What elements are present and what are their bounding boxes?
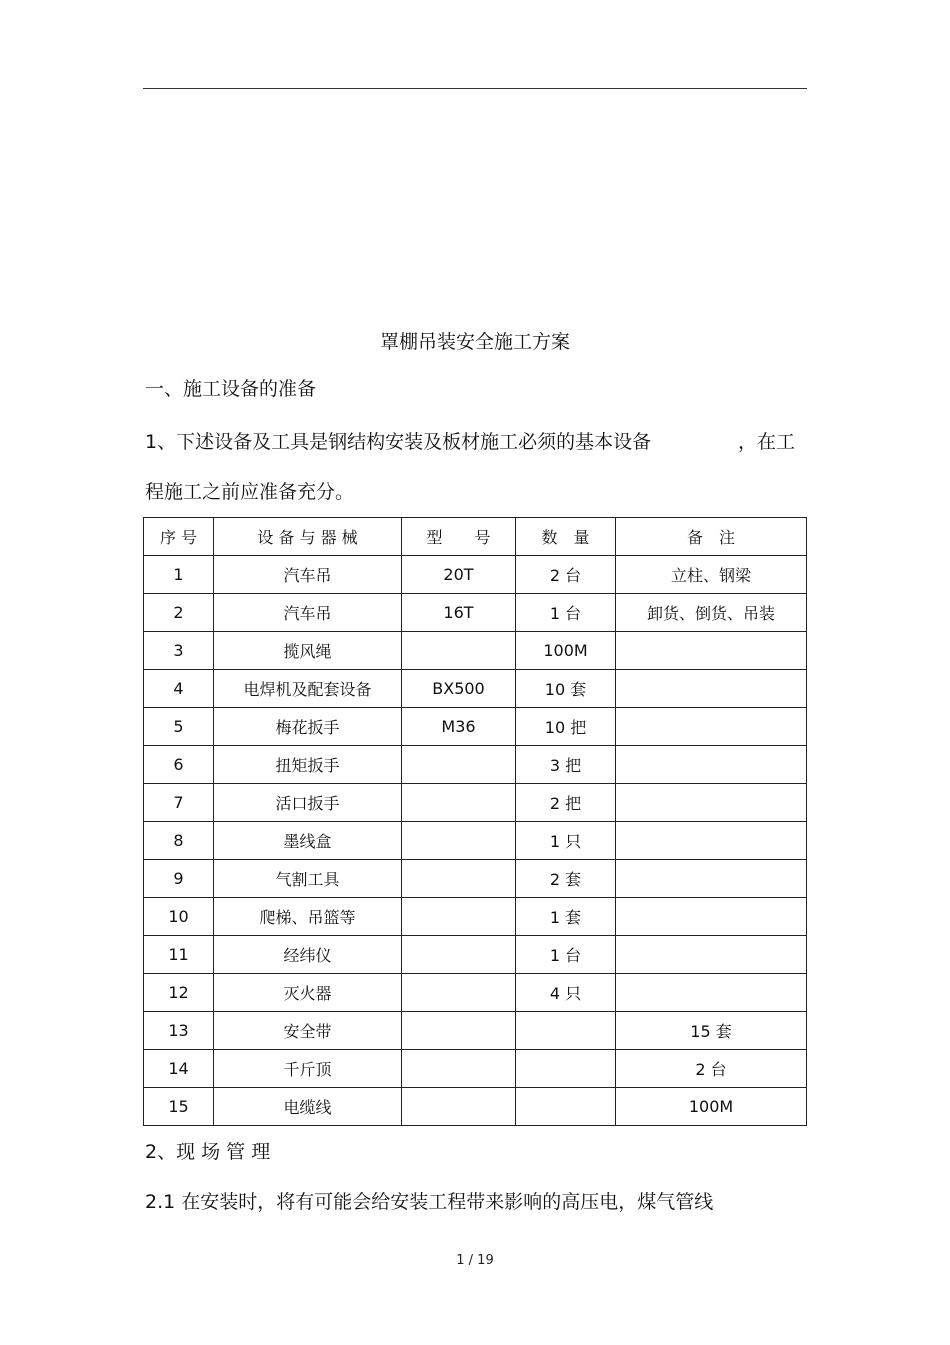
cell-model [402,746,516,784]
table-row [144,898,807,936]
table-row [144,974,807,1012]
cell-remarks [616,936,807,974]
cell-equipment: 气割工具 [214,860,402,898]
cell-quantity [516,1088,616,1126]
table-row [144,860,807,898]
cell-quantity: 2 把 [516,784,616,822]
cell-remarks: 卸货、倒货、吊装 [616,594,807,632]
cell-remarks [616,974,807,1012]
header-remarks: 备 注 [616,518,807,556]
cell-quantity: 1 只 [516,822,616,860]
table-row [144,670,807,708]
cell-quantity: 4 只 [516,974,616,1012]
cell-remarks [616,670,807,708]
cell-quantity [516,1050,616,1088]
cell-model [402,1012,516,1050]
header-equipment: 设 备 与 器 械 [214,518,402,556]
equipment-table [143,517,807,1126]
cell-index: 3 [144,632,214,670]
cell-index: 12 [144,974,214,1012]
cell-index: 8 [144,822,214,860]
cell-index: 13 [144,1012,214,1050]
table-row [144,936,807,974]
cell-model [402,974,516,1012]
cell-model [402,936,516,974]
paragraph-1-line-1 [145,428,807,456]
cell-model [402,860,516,898]
header-model: 型 号 [402,518,516,556]
cell-index: 2 [144,594,214,632]
cell-equipment: 电缆线 [214,1088,402,1126]
document-title: 罩棚吊装安全施工方案 [379,331,570,353]
cell-equipment: 经纬仪 [214,936,402,974]
cell-quantity: 1 套 [516,898,616,936]
cell-equipment: 汽车吊 [214,594,402,632]
paragraph-2-1: 2.1 在安装时，将有可能会给安装工程带来影响的高压电，煤气管线 [145,1191,714,1213]
header-quantity: 数 量 [516,518,616,556]
table-row [144,784,807,822]
cell-model [402,822,516,860]
cell-remarks: 15 套 [616,1012,807,1050]
cell-remarks [616,746,807,784]
header-index: 序 号 [144,518,214,556]
cell-remarks [616,784,807,822]
cell-equipment: 电焊机及配套设备 [214,670,402,708]
cell-index: 11 [144,936,214,974]
table-row [144,822,807,860]
cell-equipment: 爬梯、吊篮等 [214,898,402,936]
section-heading-site-management: 2、现 场 管 理 [145,1141,271,1163]
section-heading-equipment: 一、施工设备的准备 [145,378,317,400]
cell-equipment: 活口扳手 [214,784,402,822]
cell-index: 4 [144,670,214,708]
cell-index: 7 [144,784,214,822]
cell-quantity: 10 把 [516,708,616,746]
cell-index: 5 [144,708,214,746]
cell-equipment: 墨线盒 [214,822,402,860]
cell-model [402,1088,516,1126]
cell-quantity: 2 台 [516,556,616,594]
cell-model: M36 [402,708,516,746]
table-row [144,1012,807,1050]
cell-model [402,632,516,670]
header-rule [143,88,807,89]
cell-equipment: 梅花扳手 [214,708,402,746]
cell-quantity [516,1012,616,1050]
cell-remarks [616,898,807,936]
cell-model [402,898,516,936]
table-row [144,594,807,632]
cell-equipment: 千斤顶 [214,1050,402,1088]
table-row [144,1050,807,1088]
cell-remarks: 100M [616,1088,807,1126]
cell-model: 16T [402,594,516,632]
page-number: 1 / 19 [456,1253,494,1268]
cell-equipment: 安全带 [214,1012,402,1050]
cell-remarks: 2 台 [616,1050,807,1088]
cell-remarks: 立柱、钢梁 [616,556,807,594]
cell-equipment: 揽风绳 [214,632,402,670]
cell-index: 15 [144,1088,214,1126]
cell-quantity: 1 台 [516,594,616,632]
cell-index: 14 [144,1050,214,1088]
cell-quantity: 1 台 [516,936,616,974]
cell-index: 6 [144,746,214,784]
cell-remarks [616,822,807,860]
table-header-row [144,518,807,556]
table-row [144,708,807,746]
cell-remarks [616,632,807,670]
cell-equipment: 扭矩扳手 [214,746,402,784]
cell-index: 1 [144,556,214,594]
cell-quantity: 10 套 [516,670,616,708]
cell-index: 9 [144,860,214,898]
cell-model [402,784,516,822]
table-row [144,632,807,670]
cell-quantity: 100M [516,632,616,670]
table-row [144,556,807,594]
paragraph-1-text: 1、下述设备及工具是钢结构安装及板材施工必须的基本设备 [145,431,652,453]
cell-model [402,1050,516,1088]
cell-index: 10 [144,898,214,936]
cell-quantity: 2 套 [516,860,616,898]
cell-model: BX500 [402,670,516,708]
cell-remarks [616,860,807,898]
table-row [144,746,807,784]
cell-equipment: 汽车吊 [214,556,402,594]
paragraph-1-line-2: 程施工之前应准备充分。 [145,481,355,503]
cell-model: 20T [402,556,516,594]
cell-equipment: 灭火器 [214,974,402,1012]
paragraph-1-tail: ，在工 [737,431,795,453]
cell-remarks [616,708,807,746]
table-row [144,1088,807,1126]
cell-quantity: 3 把 [516,746,616,784]
